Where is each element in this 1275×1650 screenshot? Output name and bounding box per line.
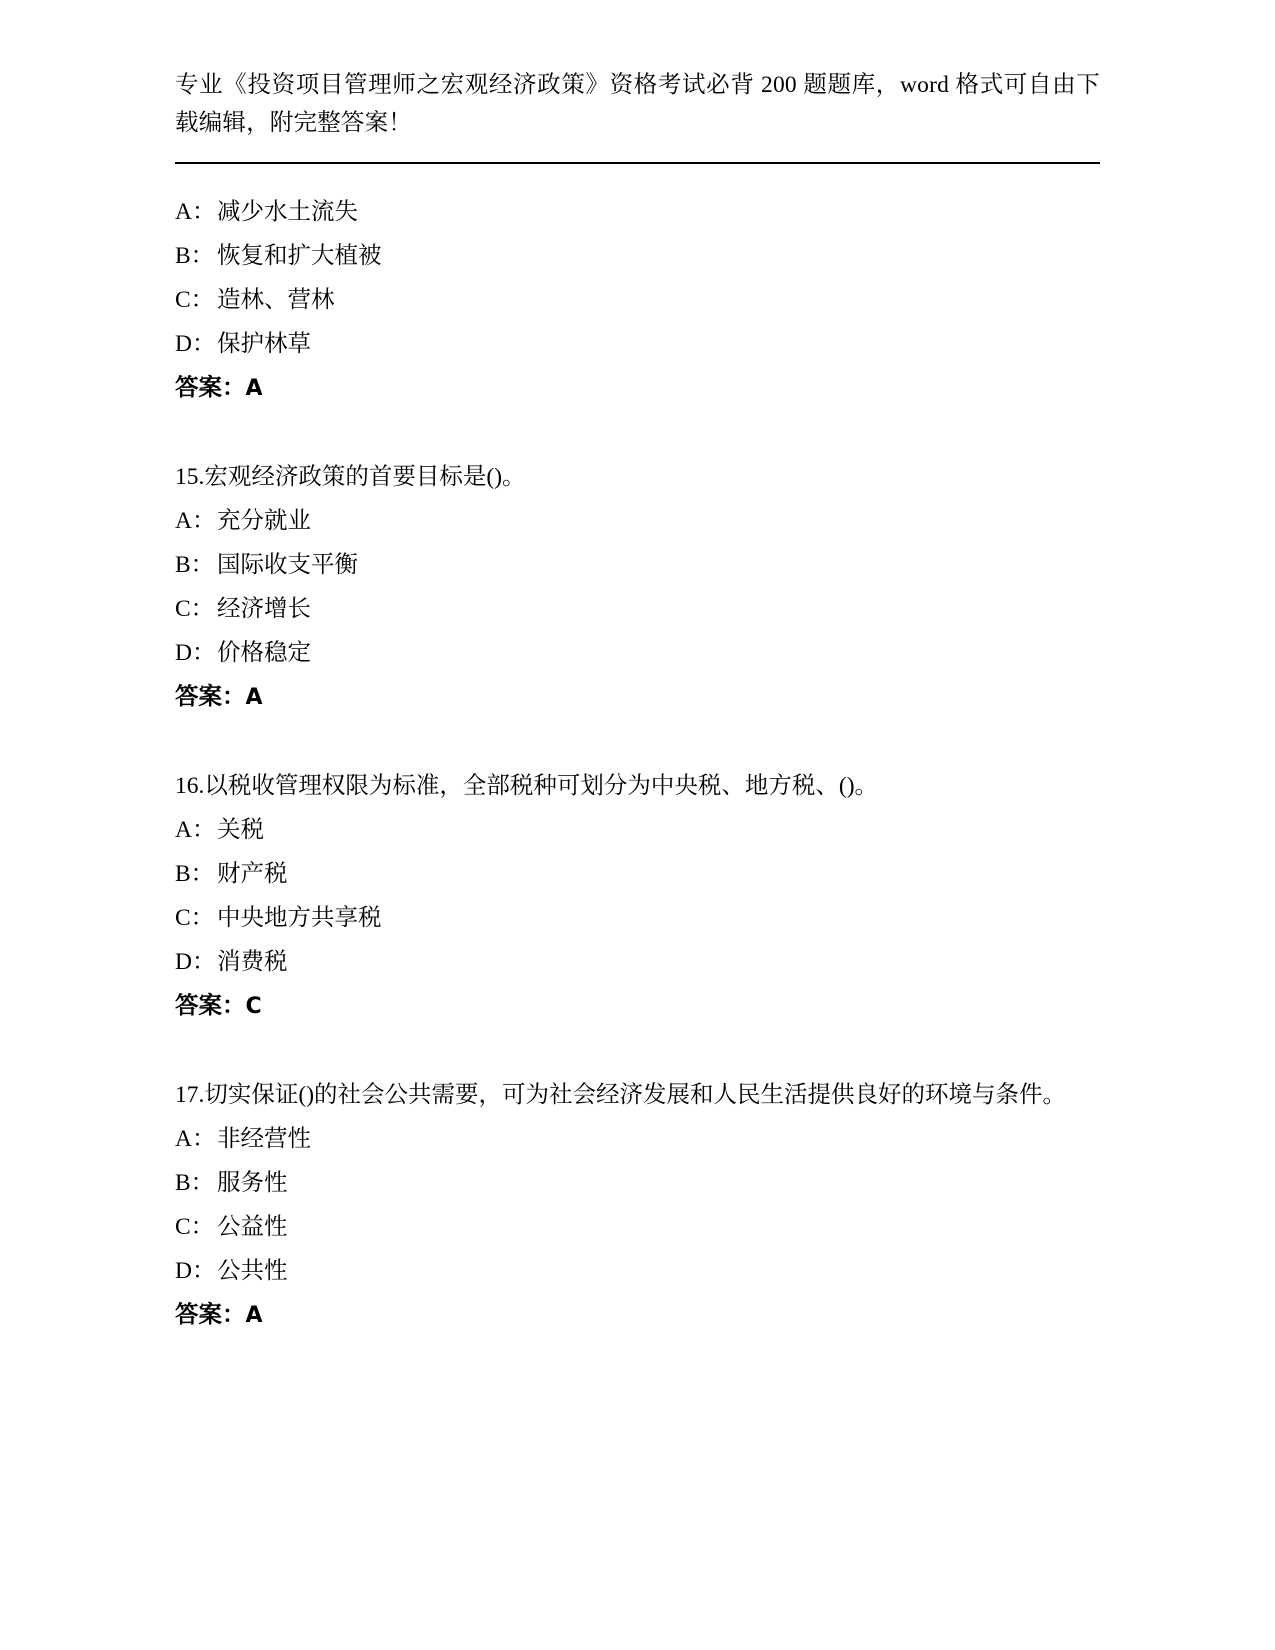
- question-block: [175, 190, 1100, 411]
- option-a[interactable]: [175, 1117, 1100, 1161]
- option-b-text: 服务性: [217, 1170, 288, 1196]
- option-a[interactable]: [175, 808, 1100, 852]
- option-c-text: 公益性: [217, 1214, 288, 1240]
- option-b[interactable]: [175, 1161, 1100, 1205]
- option-d[interactable]: [175, 322, 1100, 366]
- option-a-text: 充分就业: [217, 508, 311, 534]
- block-spacer: [175, 411, 1100, 455]
- option-c-label: C：: [175, 596, 215, 622]
- option-c[interactable]: [175, 1205, 1100, 1249]
- question-block: [175, 1073, 1100, 1338]
- document-header: 专业《投资项目管理师之宏观经济政策》资格考试必背 200 题题库，word 格式可自由下载编辑，附完整答案！: [175, 72, 1100, 136]
- option-c-label: C：: [175, 1214, 215, 1240]
- option-b-label: B：: [175, 1170, 215, 1196]
- answer-line: [175, 984, 1100, 1029]
- answer-label: 答案：: [175, 375, 246, 401]
- option-b[interactable]: [175, 852, 1100, 896]
- question-block: [175, 455, 1100, 720]
- option-d-label: D：: [175, 949, 216, 975]
- answer-label: 答案：: [175, 684, 246, 710]
- block-spacer: [175, 720, 1100, 764]
- option-d-label: D：: [175, 640, 216, 666]
- answer-value: A: [245, 376, 263, 401]
- option-d[interactable]: [175, 1249, 1100, 1293]
- option-b-text: 恢复和扩大植被: [217, 243, 382, 269]
- option-d[interactable]: [175, 631, 1100, 675]
- answer-label: 答案：: [175, 993, 246, 1019]
- answer-value: C: [245, 994, 262, 1019]
- option-d-text: 消费税: [217, 949, 288, 975]
- option-b-text: 财产税: [217, 861, 288, 887]
- question-stem: 16.以税收管理权限为标准，全部税种可划分为中央税、地方税、()。: [175, 773, 879, 799]
- answer-value: A: [245, 685, 263, 710]
- option-a-label: A：: [175, 817, 216, 843]
- option-d-label: D：: [175, 331, 216, 357]
- option-c[interactable]: [175, 278, 1100, 322]
- option-c-text: 中央地方共享税: [217, 905, 382, 931]
- option-c-label: C：: [175, 287, 215, 313]
- option-c[interactable]: [175, 587, 1100, 631]
- option-d[interactable]: [175, 940, 1100, 984]
- option-a-text: 减少水土流失: [217, 199, 358, 225]
- option-b[interactable]: [175, 543, 1100, 587]
- option-a-label: A：: [175, 199, 216, 225]
- option-c-text: 造林、营林: [217, 287, 335, 313]
- option-b-label: B：: [175, 243, 215, 269]
- option-c-text: 经济增长: [217, 596, 311, 622]
- answer-line: [175, 675, 1100, 720]
- option-d-label: D：: [175, 1258, 216, 1284]
- question-block: [175, 764, 1100, 1029]
- option-a-text: 关税: [217, 817, 264, 843]
- option-d-text: 保护林草: [217, 331, 311, 357]
- option-b-text: 国际收支平衡: [217, 552, 358, 578]
- question-stem: 17.切实保证()的社会公共需要，可为社会经济发展和人民生活提供良好的环境与条件。: [175, 1082, 1067, 1108]
- answer-value: A: [245, 1303, 263, 1328]
- option-a-label: A：: [175, 1126, 216, 1152]
- option-a[interactable]: [175, 190, 1100, 234]
- option-d-text: 价格稳定: [217, 640, 311, 666]
- option-b[interactable]: [175, 234, 1100, 278]
- option-b-label: B：: [175, 861, 215, 887]
- answer-line: [175, 1293, 1100, 1338]
- answer-label: 答案：: [175, 1302, 246, 1328]
- option-a-text: 非经营性: [217, 1126, 311, 1152]
- option-a-label: A：: [175, 508, 216, 534]
- option-c-label: C：: [175, 905, 215, 931]
- option-c[interactable]: [175, 896, 1100, 940]
- block-spacer: [175, 1029, 1100, 1073]
- option-b-label: B：: [175, 552, 215, 578]
- answer-line: [175, 366, 1100, 411]
- header-divider-gap: [175, 164, 1100, 190]
- option-d-text: 公共性: [217, 1258, 288, 1284]
- option-a[interactable]: [175, 499, 1100, 543]
- question-stem: 15.宏观经济政策的首要目标是()。: [175, 464, 526, 490]
